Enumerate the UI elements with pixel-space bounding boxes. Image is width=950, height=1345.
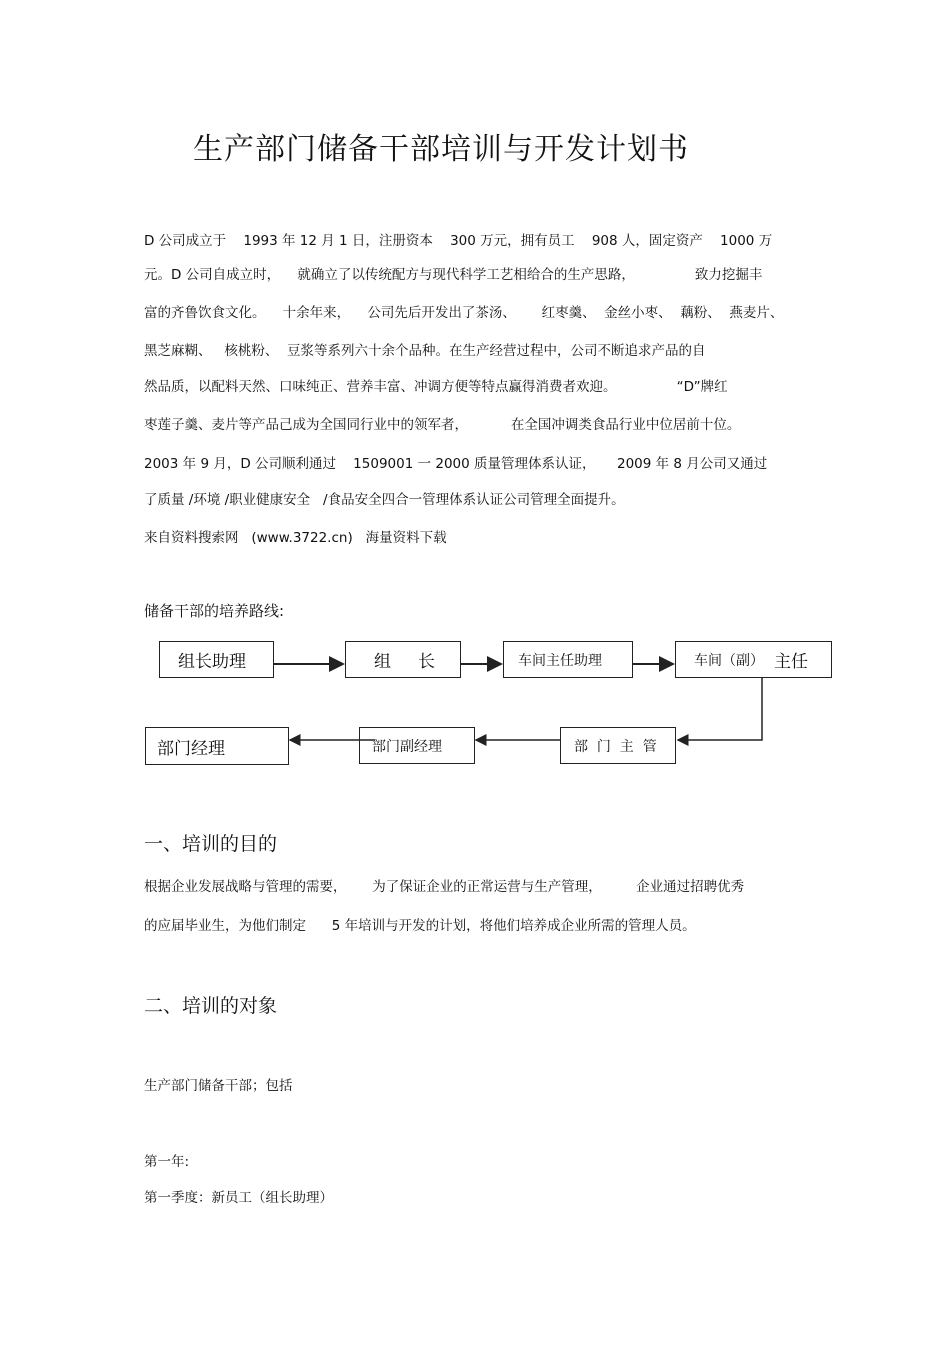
intro-line: 元。D 公司自成立时， 就确立了以传统配方与现代科学工艺相给合的生产思路， 致力挖掘丰: [144, 267, 763, 283]
purpose-line: 根据企业发展战略与管理的需要， 为了保证企业的正常运营与生产管理， 企业通过招聘优秀: [144, 879, 745, 895]
flow-label-prefix: 车间（副）: [694, 652, 764, 669]
flow-label: 组长助理: [178, 652, 246, 672]
flow-box-workshop-deputy-director: [675, 641, 832, 678]
year-label: 第一年:: [144, 1154, 190, 1170]
intro-line: 黑芝麻糊、 核桃粉、 豆浆等系列六十余个品种。在生产经营过程中，公司不断追求产品的自: [144, 343, 706, 359]
section-heading-target: 二、培训的对象: [144, 995, 278, 1017]
source-line: 来自资料搜索网 (www.3722.cn) 海量资料下载: [144, 530, 447, 546]
flow-label: 组 长: [374, 652, 436, 672]
document-title: 生产部门储备干部培训与开发计划书: [193, 132, 689, 167]
flow-box-department-manager: [145, 727, 289, 765]
quarter-line: 第一季度：新员工（组长助理）: [144, 1190, 333, 1206]
intro-line: 枣莲子羹、麦片等产品己成为全国同行业中的领军者， 在全国冲调类食品行业中位居前十位。: [144, 417, 741, 433]
intro-line: 然品质，以配料天然、口味纯正、营养丰富、冲调方便等特点赢得消费者欢迎。 “D”牌红: [144, 379, 728, 395]
intro-line: 2003 年 9 月，D 公司顺利通过 1509001 一 2000 质量管理体系认证， 2009 年 8 月公司又通过: [144, 456, 768, 472]
flow-label: 车间主任助理: [518, 652, 602, 669]
flow-label: 部门副经理: [372, 738, 442, 755]
flow-box-workshop-director-assistant: [503, 641, 633, 678]
flow-box-department-deputy-manager: [359, 727, 475, 764]
intro-line: D 公司成立于 1993 年 12 月 1 日，注册资本 300 万元，拥有员工 908 人，固定资产 1000 万: [144, 233, 773, 249]
flow-box-department-supervisor: [560, 727, 676, 764]
flow-label-suffix: 主任: [774, 652, 808, 672]
section-heading-purpose: 一、培训的目的: [144, 833, 278, 855]
flow-box-team-lead-assistant: [159, 641, 274, 678]
flow-label: 部 门 主 管: [574, 738, 657, 755]
intro-line: 了质量 /环境 /职业健康安全 /食品安全四合一管理体系认证公司管理全面提升。: [144, 492, 625, 508]
arrow-4: [678, 678, 762, 740]
intro-line: 富的齐鲁饮食文化。 十余年来， 公司先后开发出了茶汤、 红枣羹、 金丝小枣、 藕粉、 燕麦片、: [144, 305, 784, 321]
path-heading: 储备干部的培养路线:: [144, 602, 285, 620]
purpose-line: 的应届毕业生，为他们制定 5 年培训与开发的计划，将他们培养成企业所需的管理人员。: [144, 918, 696, 934]
flow-box-team-lead: [345, 641, 461, 678]
target-line: 生产部门储备干部；包括: [144, 1078, 293, 1094]
flow-label: 部门经理: [157, 738, 225, 759]
